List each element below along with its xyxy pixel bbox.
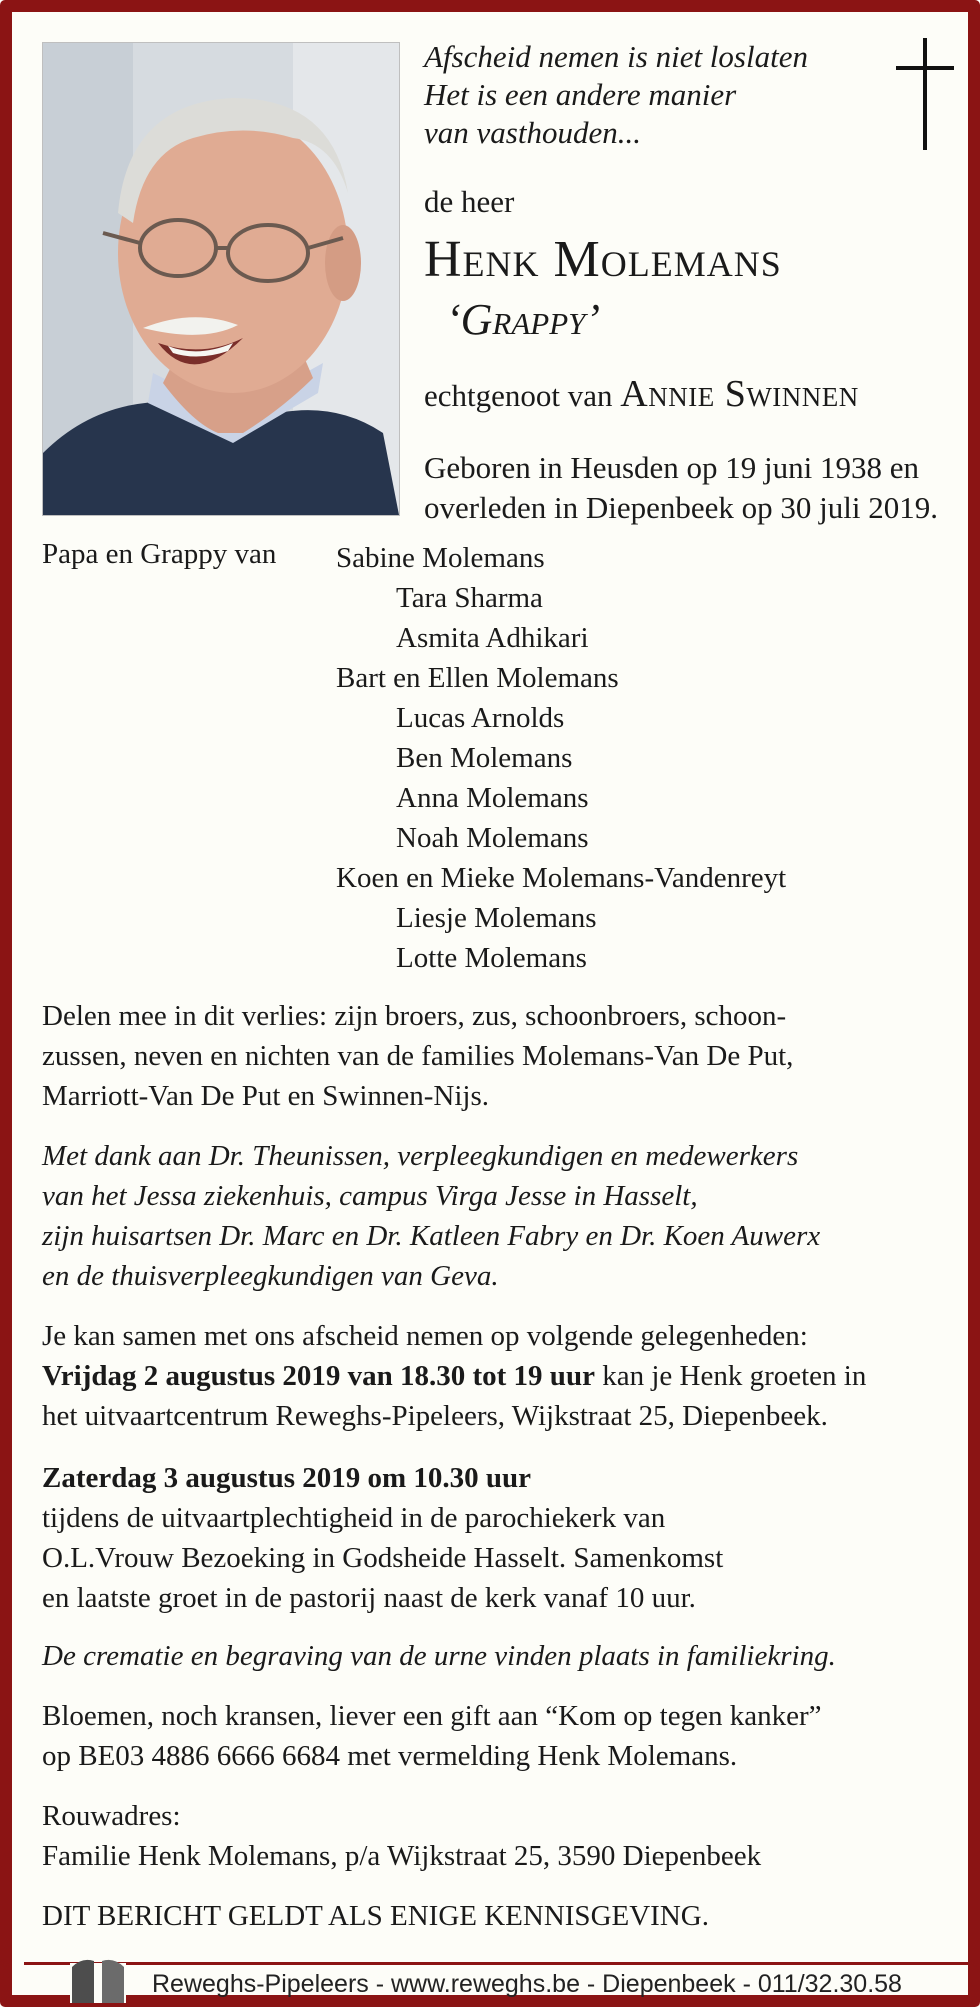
grandchild-name: Liesje Molemans <box>396 902 597 934</box>
friday-location: het uitvaartcentrum Reweghs-Pipeleers, Wijkstraat 25, Diepenbeek. <box>42 1400 828 1432</box>
share-grief-paragraph <box>42 996 966 1116</box>
friday-date: Vrijdag 2 augustus 2019 van 18.30 tot 19 uur <box>42 1360 595 1392</box>
grandchild-name: Noah Molemans <box>396 822 589 854</box>
friday-text: kan je Henk groeten in <box>594 1360 867 1392</box>
occasions-intro: Je kan samen met ons afscheid nemen op volgende gelegenheden: <box>42 1320 808 1352</box>
children-list <box>336 538 786 978</box>
birth-death-info <box>424 448 938 528</box>
text-line: Met dank aan Dr. Theunissen, verpleegkundigen en medewerkers <box>42 1140 799 1172</box>
title-prefix: de heer <box>424 184 515 219</box>
child-name: Koen en Mieke Molemans-Vandenreyt <box>336 862 787 894</box>
spouse-name: Annie Swinnen <box>620 373 859 415</box>
saturday-date: Zaterdag 3 augustus 2019 om 10.30 uur <box>42 1462 532 1494</box>
text-line: Bloemen, noch kransen, liever een gift aan “Kom op tegen kanker” <box>42 1700 822 1732</box>
quote-line: van vasthouden... <box>424 115 641 150</box>
text-line: zussen, neven en nichten van de families Molemans-Van De Put, <box>42 1040 794 1072</box>
text-line: en de thuisverpleegkundigen van Geva. <box>42 1260 499 1292</box>
grandchild-name: Lucas Arnolds <box>396 702 565 734</box>
quote-line: Afscheid nemen is niet loslaten <box>424 39 808 74</box>
text-line: Delen mee in dit verlies: zijn broers, zus, schoonbroers, schoon- <box>42 1000 787 1032</box>
text-line: O.L.Vrouw Bezoeking in Godsheide Hasselt. Samenkomst <box>42 1542 724 1574</box>
address-text: Familie Henk Molemans, p/a Wijkstraat 25, 3590 Diepenbeek <box>42 1840 762 1872</box>
address-label: Rouwadres: <box>42 1800 181 1832</box>
text-line: op BE03 4886 6666 6684 met vermelding Henk Molemans. <box>42 1740 738 1772</box>
text-line: Marriott-Van De Put en Swinnen-Nijs. <box>42 1080 490 1112</box>
address-paragraph <box>42 1796 966 1876</box>
footer-contact: Reweghs-Pipeleers - www.reweghs.be - Diepenbeek - 011/32.30.58 <box>152 1970 902 1998</box>
thanks-paragraph <box>42 1136 966 1296</box>
grandchild-name: Lotte Molemans <box>396 942 587 974</box>
died-line: overleden in Diepenbeek op 30 juli 2019. <box>424 490 938 525</box>
notice-text: DIT BERICHT GELDT ALS ENIGE KENNISGEVING. <box>42 1900 709 1932</box>
nickname: ‘Grappy’ <box>446 295 601 344</box>
text-line: van het Jessa ziekenhuis, campus Virga Jesse in Hasselt, <box>42 1180 698 1212</box>
text-line: zijn huisartsen Dr. Marc en Dr. Katleen Fabry en Dr. Koen Auwerx <box>42 1220 821 1252</box>
quote-line: Het is een andere manier <box>424 77 737 112</box>
footer-divider <box>24 1962 980 1965</box>
spouse-line <box>424 372 859 416</box>
flowers-paragraph <box>42 1696 966 1776</box>
occasions-paragraph <box>42 1316 966 1436</box>
portrait-photo <box>42 42 400 516</box>
grandchild-name: Anna Molemans <box>396 782 589 814</box>
friday-line <box>42 1356 966 1396</box>
children-intro: Papa en Grappy van <box>42 538 277 570</box>
spouse-prefix: echtgenoot van <box>424 378 613 413</box>
born-line: Geboren in Heusden op 19 juni 1938 en <box>424 450 920 485</box>
deceased-name: Henk Molemans <box>424 231 782 288</box>
funeral-home-logo-icon <box>70 1953 126 2003</box>
child-name: Sabine Molemans <box>336 542 545 574</box>
grandchild-name: Ben Molemans <box>396 742 573 774</box>
cross-icon <box>896 38 956 150</box>
cremation-note <box>42 1636 966 1676</box>
text-line: De crematie en begraving van de urne vinden plaats in familiekring. <box>42 1640 836 1672</box>
opening-quote <box>424 38 884 152</box>
notice-paragraph <box>42 1896 966 1936</box>
child-name: Bart en Ellen Molemans <box>336 662 619 694</box>
text-line: tijdens de uitvaartplechtigheid in de parochiekerk van <box>42 1502 666 1534</box>
text-line: en laatste groet in de pastorij naast de kerk vanaf 10 uur. <box>42 1582 696 1614</box>
saturday-paragraph <box>42 1458 966 1618</box>
grandchild-name: Asmita Adhikari <box>396 622 589 654</box>
grandchild-name: Tara Sharma <box>396 582 543 614</box>
